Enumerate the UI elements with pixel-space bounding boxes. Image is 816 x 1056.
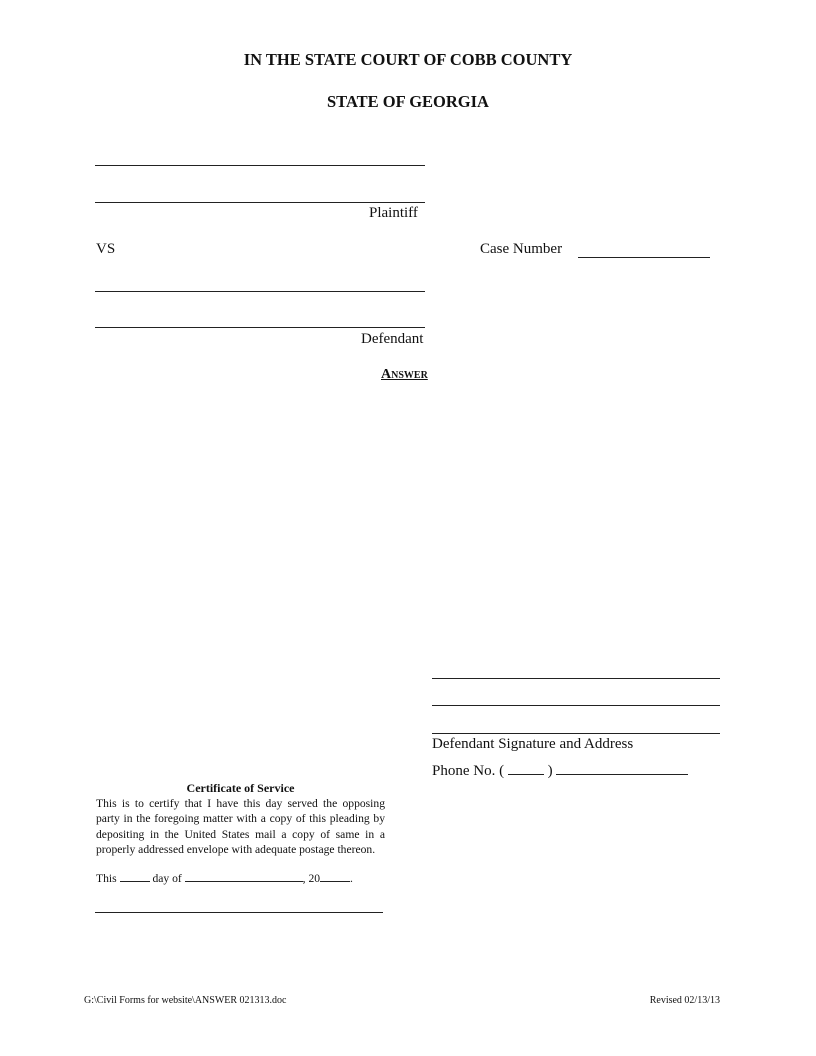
case-number-line: [578, 257, 710, 258]
signature-label: Defendant Signature and Address: [432, 736, 634, 752]
defendant-label: Defendant: [361, 331, 424, 347]
year-blank: [320, 872, 350, 882]
court-heading: IN THE STATE COURT OF COBB COUNTY: [243, 50, 573, 69]
phone-field: [432, 763, 688, 780]
phone-number-blank: [556, 764, 688, 775]
certificate-heading: Certificate of Service: [186, 781, 295, 795]
state-heading: STATE OF GEORGIA: [327, 92, 489, 111]
signature-line-3: [432, 733, 720, 734]
footer-revised: Revised 02/13/13: [649, 995, 720, 1006]
signature-line-2: [432, 705, 720, 706]
phone-label: Phone No. (: [432, 763, 505, 779]
date-year: , 20: [302, 872, 321, 885]
vs-label: VS: [96, 241, 116, 257]
plaintiff-line-2: [95, 202, 425, 203]
signature-line-1: [432, 678, 720, 679]
certificate-date: [96, 872, 353, 885]
date-day-of: day of: [152, 872, 182, 885]
case-number-label: Case Number: [480, 241, 563, 257]
document-title: Answer: [381, 367, 428, 382]
plaintiff-label: Plaintiff: [369, 205, 418, 221]
day-blank: [120, 872, 150, 882]
footer-path: G:\Civil Forms for website\ANSWER 021313.doc: [84, 995, 287, 1006]
defendant-line-2: [95, 327, 425, 328]
certificate-signature-line: [95, 912, 383, 913]
date-end: .: [350, 872, 353, 885]
month-blank: [185, 872, 303, 882]
plaintiff-line-1: [95, 165, 425, 166]
date-this: This: [96, 872, 117, 885]
certificate-body: This is to certify that I have this day served the opposing party in the foregoing matter with a copy of this pleading by depositing in the United States mail a copy of same in a properly addressed envelope with adequate postage thereon.: [96, 797, 385, 856]
defendant-line-1: [95, 291, 425, 292]
area-code-blank: [508, 764, 544, 775]
phone-close: ): [547, 763, 553, 779]
